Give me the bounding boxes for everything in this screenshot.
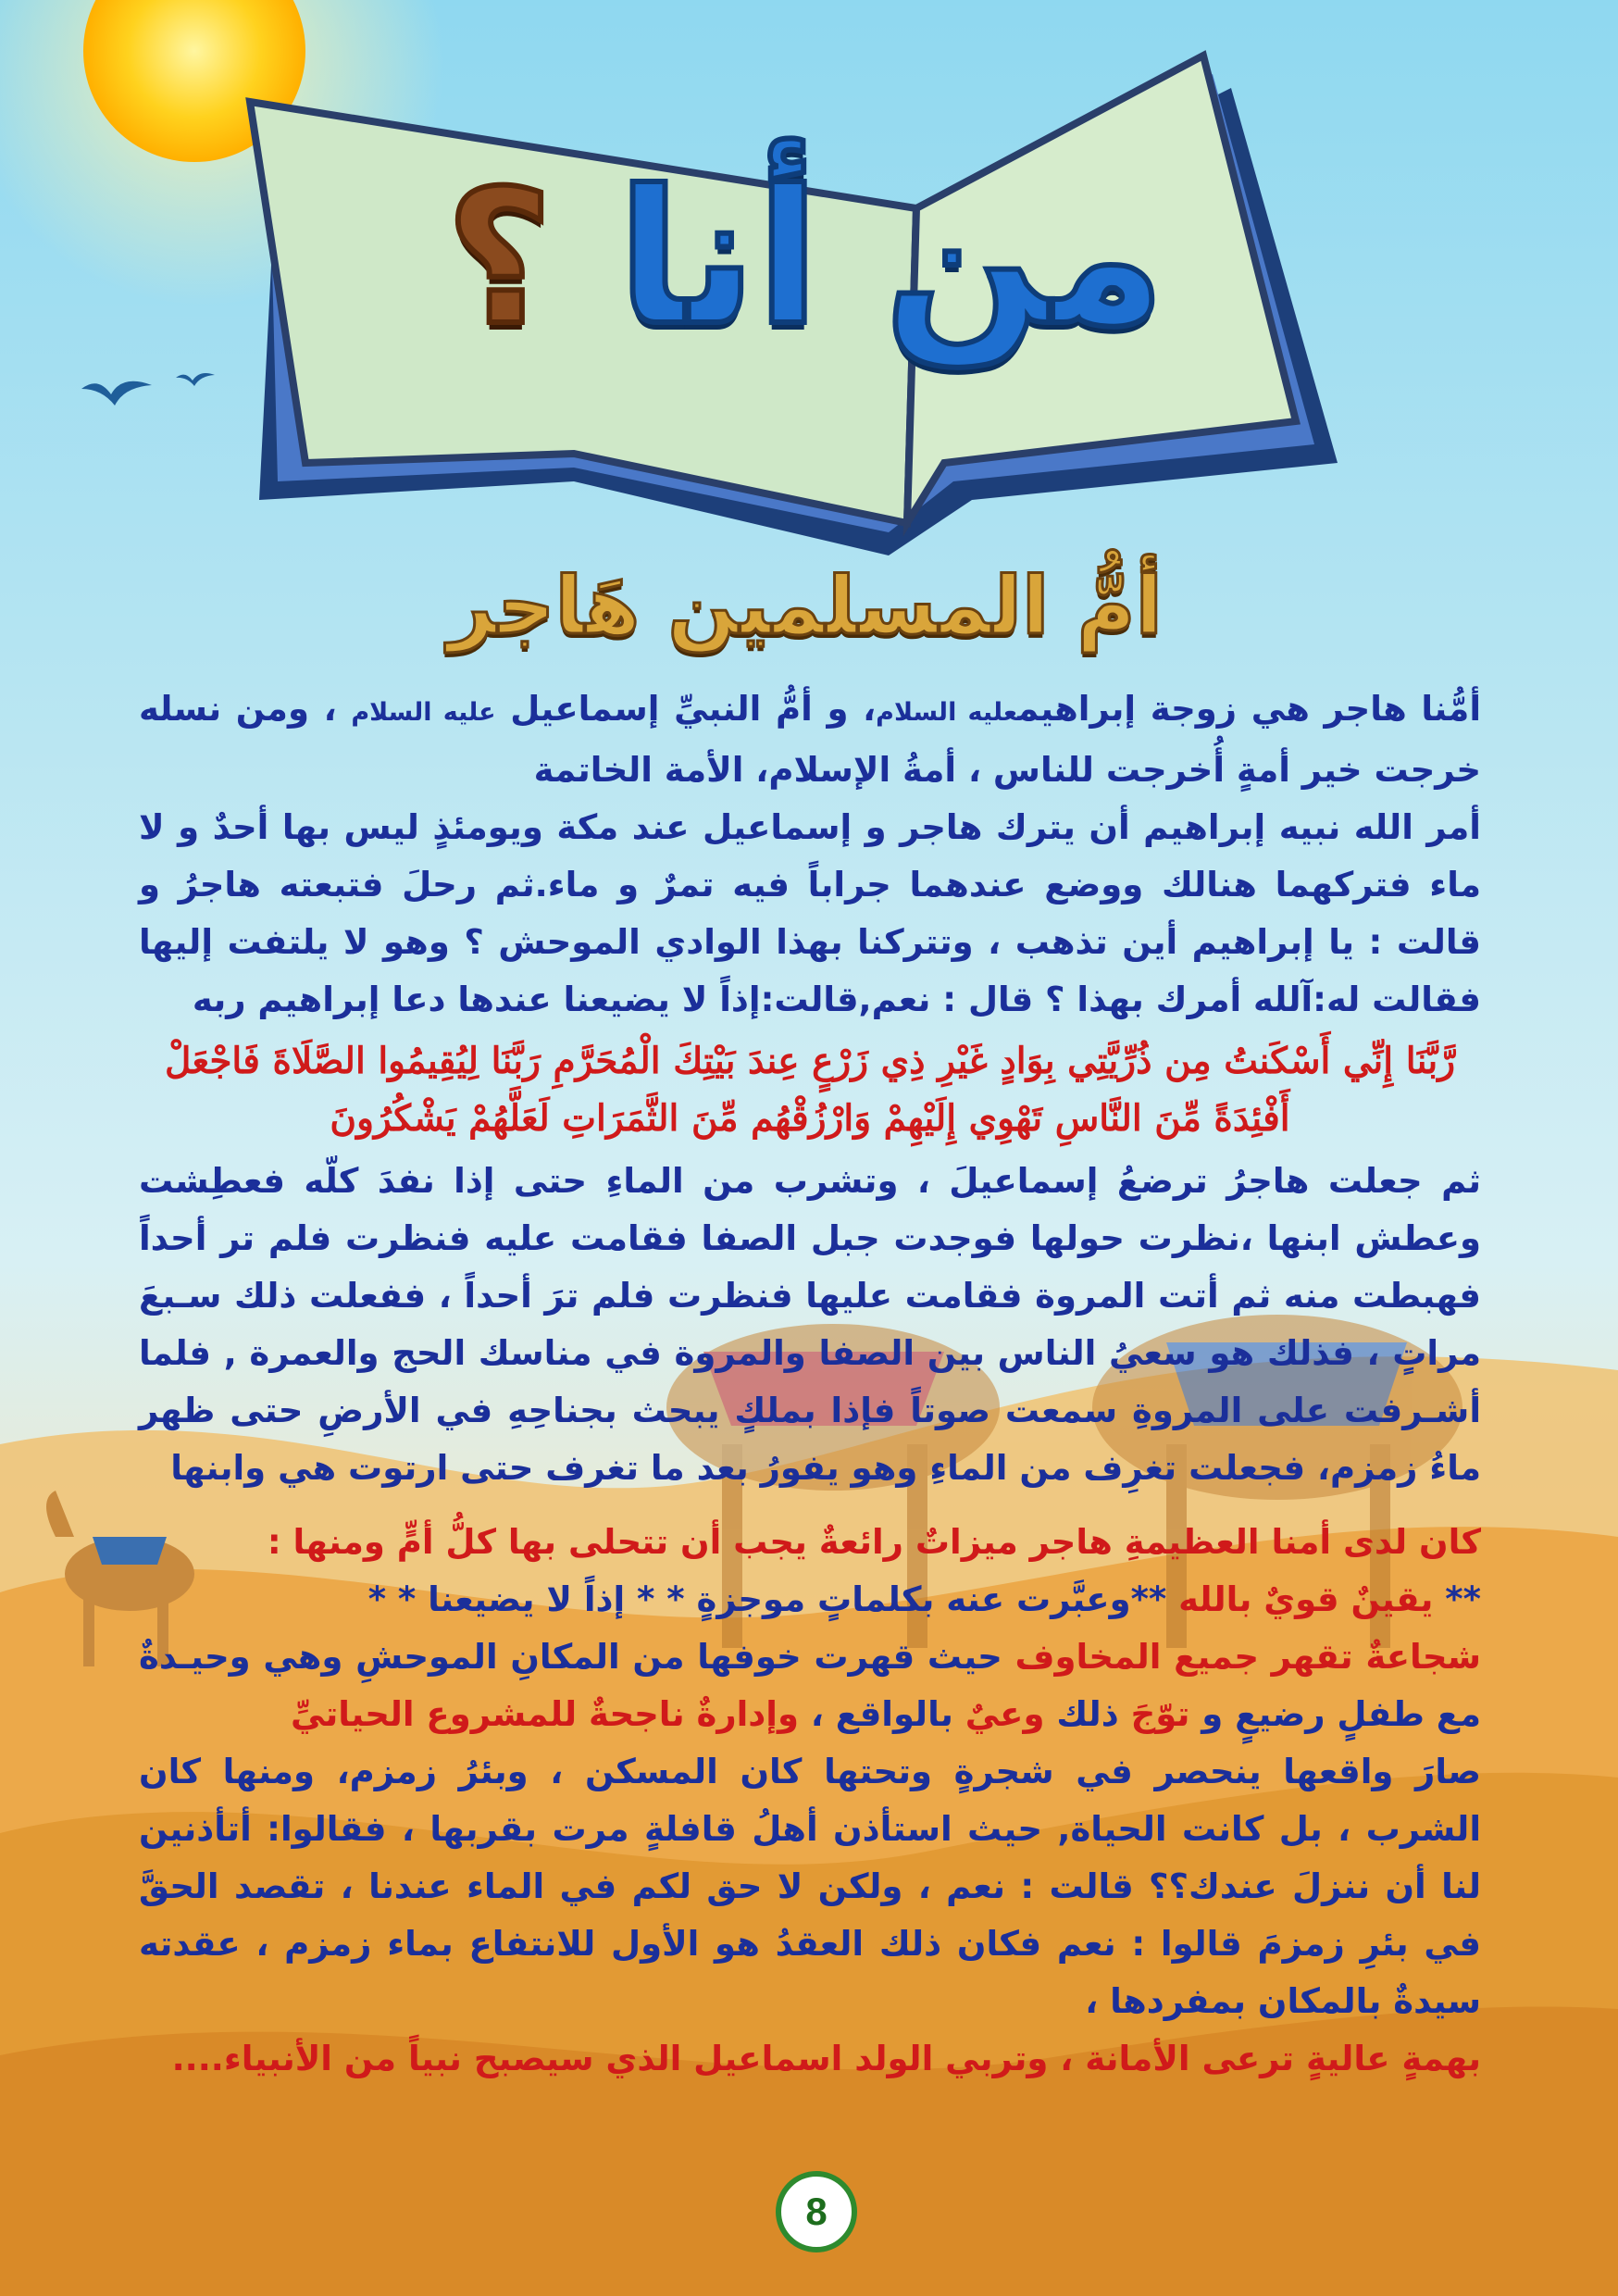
paragraph-qualities-heading: كان لدى أمنا العظيمةِ هاجر ميزاتٌ رائعةٌ يجب أن تتحلى بها كلُّ أمٍّ ومنها : [267,1522,1481,1562]
faith-text: **وعبَّرت عنه بكلماتٍ موجزةٍ * * إذاً لا يضيعنا * * [367,1579,1179,1619]
intro-text-c: ، ومن نسله خرجت خير أمةٍ أُخرجت للناس ، أمةُ الإسلام، الأمة الخاتمة [139,689,1481,790]
verse-block [139,1032,1481,1147]
page-title [352,148,1259,370]
paragraph-intro [139,680,1481,799]
paragraph-closing: بهمةٍ عاليةٍ ترعى الأمانة ، وتربي الولد اسماعيل الذي سيصبح نبياً من الأنبياء.... [171,2039,1481,2078]
article-body [139,680,1481,2088]
faith-stars-a: ** [1433,1579,1481,1619]
paragraph-quality-faith [139,1571,1481,1628]
management-highlight: وإدارةٌ ناجحةٌ للمشروع الحياتيِّ [290,1694,799,1734]
intro-text-b: ، و أمُّ النبيِّ إسماعيل [510,689,877,729]
crowned-highlight: توّجَ [1130,1694,1190,1734]
paragraph-story: أمر الله نبيه إبراهيم أن يترك هاجر و إسماعيل عند مكة ويومئذٍ ليس بها أحدٌ و لا ماء فتركهما هنالك ووضع عندهما جراباً فيه تمرٌ و ماء.ثم رحلَ فتبعته هاجرُ و قالت : يا إبراهيم أين تذهب ، وتتركنا بهذا الوادي الموحش ؟ وهو لا يلتفت إليها فقالت له:آلله أمرك بهذا ؟ قال : نعم,قالت:إذاً لا يضيعنا عندها دعا إبراهيم ربه [139,807,1481,1019]
faith-highlight: يقينٌ قويٌ بالله [1178,1579,1434,1619]
paragraph-quality-courage [139,1628,1481,1743]
awareness-highlight: وعيٌ [965,1694,1045,1734]
subtitle: أمُّ المسلمين هَاجر [448,560,1163,653]
courage-highlight: شجاعةٌ تقهر جميع المخاوف [1014,1637,1481,1677]
title-words: من أنا [616,151,1165,367]
page-number: 8 [805,2190,828,2233]
title-area [0,0,1618,555]
intro-text-a: أمُّنا هاجر هي زوجة إبراهيم [1017,689,1482,729]
intro-honorific-a: عليه السلام [876,698,1018,727]
intro-honorific-b: عليه السلام [351,698,496,727]
courage-text-c: بالواقع ، [798,1694,965,1734]
quran-verse: رَّبَّنَا إِنِّي أَسْكَنتُ مِن ذُرِّيَّتِي بِوَادٍ غَيْرِ ذِي زَرْعٍ عِندَ بَيْتِكَ الْمُحَرَّمِ رَبَّنَا لِيُقِيمُوا الصَّلَاةَ فَاجْعَلْ أَفْئِدَةً مِّنَ النَّاسِ تَهْوِي إِلَيْهِمْ وَارْزُقْهُم مِّنَ الثَّمَرَاتِ لَعَلَّهُمْ يَشْكُرُونَ [164,1040,1456,1140]
paragraph-caravan: صارَ واقعها ينحصر في شجرةٍ وتحتها كان المسكن ، وبئرُ زمزم، ومنها كان الشرب ، بل كانت الحياة, حيث استأذن أهلُ قافلةٍ مرت بقربها ، فقالوا: أتأذنين لنا أن ننزلَ عندك؟؟ قالت : نعم ، ولكن لا حق لكم في الماء عندنا ، تقصد الحقَّ في بئرِ زمزمَ قالوا : نعم فكان ذلك العقدُ هو الأول للانتفاع بماء زمزم ، عقدته سيدةٌ بالمكان بمفردها ، [139,1752,1481,2021]
title-question-mark: ؟ [445,151,554,367]
paragraph-zamzam: ثم جعلت هاجرُ ترضعُ إسماعيلَ ، وتشرب من الماءِ حتى إذا نفدَ كلّه فعطِشت وعطش ابنها ،نظرت حولها فوجدت جبل الصفا فقامت عليه فنظرت فلم تر أحداً فهبطت منه ثم أتت المروة فقامت عليها فنظرت فلم ترَ أحداً ، ففعلت ذلك سـبعَ مراتٍ ، فذلك هو سعيُ الناس بين الصفا والمروة في مناسك الحج والعمرة , فلما أشـرفت على المروةِ سمعت صوتاً فإذا بملكٍ يبحث بجناحِهِ في الأرضِ حتى ظهر ماءُ زمزم، فجعلت تغرِف من الماءِ وهو يفورُ بعد ما تغرف حتى ارتوت هي وابنها [139,1161,1481,1488]
courage-text-b: ذلك [1044,1694,1131,1734]
courage-text: حيث قهرت خوفها من المكانِ الموحشِ وهي وحيـدةٌ مع طفلٍ رضيعٍ و [139,1637,1481,1734]
page-number-badge [776,2171,857,2252]
